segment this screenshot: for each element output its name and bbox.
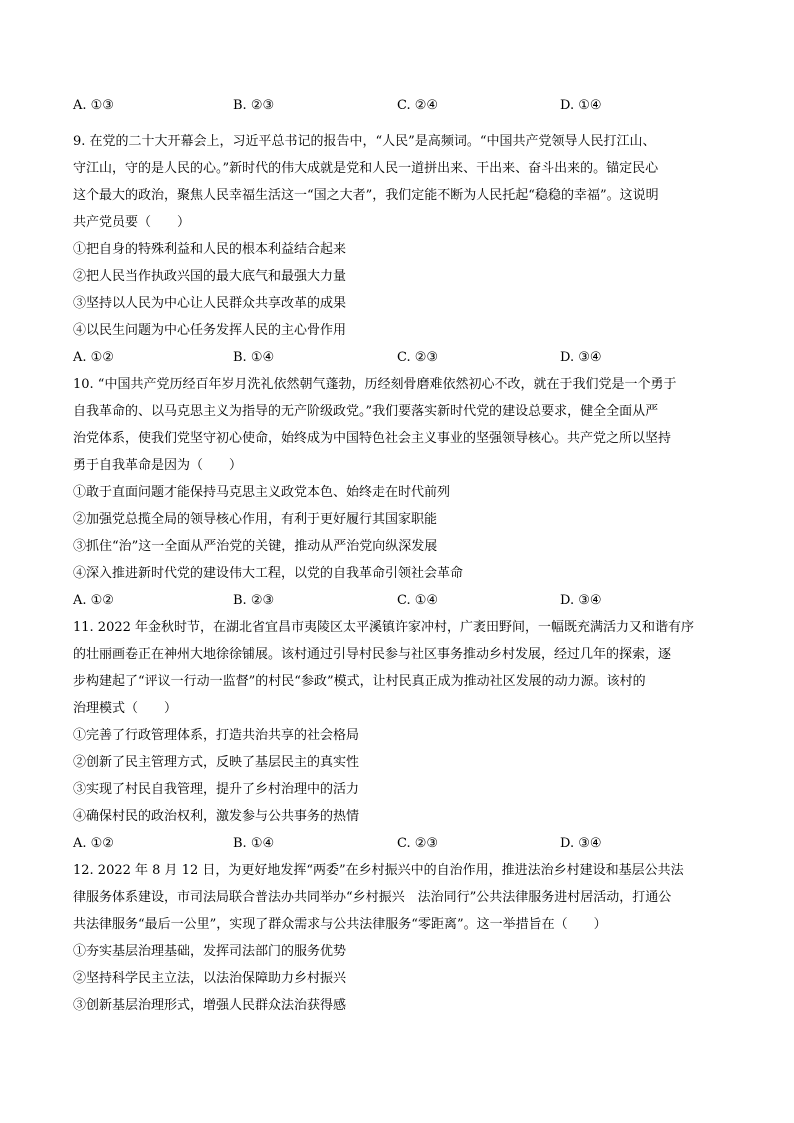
q9-options: [73, 344, 725, 371]
q9-stem-line: 9. 在党的二十大开幕会上，习近平总书记的报告中，“人民”是高频词。“中国共产党领导人民打江山、: [73, 134, 656, 149]
exam-page: [73, 92, 725, 1019]
question-11: [73, 614, 725, 857]
q10-options: [73, 587, 725, 614]
q10-statement-2: ②加强党总揽全局的领导核心作用，有利于更好履行其国家职能: [73, 512, 438, 527]
q10-option-b: B. ②③: [233, 593, 275, 608]
q10-stem-line: 治党体系，使我们党坚守初心使命，始终成为中国特色社会主义事业的坚强领导核心。共产党之所以坚持: [73, 431, 672, 446]
q10-statement-4: ④深入推进新时代党的建设伟大工程，以党的自我革命引领社会革命: [73, 566, 464, 581]
q9-option-a: A. ①②: [73, 350, 114, 365]
q11-statement-1: ①完善了行政管理体系，打造共治共享的社会格局: [73, 728, 360, 743]
q8-options: [73, 92, 725, 119]
q11-option-b: B. ①④: [233, 836, 275, 851]
q11-option-c: C. ②③: [397, 836, 439, 851]
q11-option-a: A. ①②: [73, 836, 114, 851]
q12-stem-line: 12. 2022 年 8 月 12 日，为更好地发挥“两委”在乡村振兴中的自治作用，推进法治乡村建设和基层公共法: [73, 863, 684, 878]
q12-stem-line: 律服务体系建设，市司法局联合普法办共同举办“乡村振兴 法治同行”公共法律服务进村居活动，打通公: [73, 890, 672, 905]
q9-statement-4: ④以民生问题为中心任务发挥人民的主心骨作用: [73, 323, 347, 338]
q9-option-c: C. ②③: [397, 350, 439, 365]
q11-stem-line: 步构建起了“评议一行动一监督”的村民“参政”模式，让村民真正成为推动社区发展的动力源。该村的: [73, 674, 646, 689]
q10-statement-1: ①敢于直面问题才能保持马克思主义政党本色、始终走在时代前列: [73, 485, 451, 500]
q12-stem-line: 共法律服务“最后一公里”，实现了群众需求与公共法律服务“零距离”。这一举措旨在（ ）: [73, 917, 607, 932]
q9-stem-line: 这个最大的政治，聚焦人民幸福生活这一“国之大者”，我们定能不断为人民托起“稳稳的幸福”。这说明: [73, 188, 659, 203]
q11-statement-4: ④确保村民的政治权利，激发参与公共事务的热情: [73, 809, 360, 824]
q11-stem-line: 治理模式（ ）: [73, 701, 178, 716]
q8-option-d: D. ①④: [560, 98, 602, 113]
q9-stem-line: 共产党员要（ ）: [73, 215, 191, 230]
q11-stem-line: 11. 2022 年金秋时节，在湖北省宜昌市夷陵区太平溪镇许家冲村，广袤田野间，一幅既充满活力又和谐有序: [73, 620, 695, 635]
q10-option-a: A. ①②: [73, 593, 114, 608]
question-12: [73, 857, 725, 1019]
q12-statement-2: ②坚持科学民主立法，以法治保障助力乡村振兴: [73, 971, 347, 986]
q9-statement-3: ③坚持以人民为中心让人民群众共享改革的成果: [73, 296, 347, 311]
q10-stem-line: 10. “中国共产党历经百年岁月洗礼依然朝气蓬勃，历经刻骨磨难依然初心不改，就在于我们党是一个勇于: [73, 377, 677, 392]
q11-options: [73, 830, 725, 857]
q8-option-a: A. ①③: [73, 98, 114, 113]
q10-stem-line: 勇于自我革命是因为（ ）: [73, 458, 243, 473]
q12-statement-3: ③创新基层治理形式，增强人民群众法治获得感: [73, 998, 347, 1013]
q11-option-d: D. ③④: [560, 836, 602, 851]
q11-stem-line: 的壮丽画卷正在神州大地徐徐铺展。该村通过引导村民参与社区事务推动乡村发展，经过几年的探索，逐: [73, 647, 672, 662]
q10-option-c: C. ①④: [397, 593, 439, 608]
question-10: [73, 371, 725, 614]
q10-option-d: D. ③④: [560, 593, 602, 608]
q9-statement-1: ①把自身的特殊利益和人民的根本利益结合起来: [73, 242, 347, 257]
q9-option-b: B. ①④: [233, 350, 275, 365]
q8-option-b: B. ②③: [233, 98, 275, 113]
q9-statement-2: ②把人民当作执政兴国的最大底气和最强大力量: [73, 269, 347, 284]
q9-option-d: D. ③④: [560, 350, 602, 365]
q10-statement-3: ③抓住“治”这一全面从严治党的关键，推动从严治党向纵深发展: [73, 539, 438, 554]
q11-statement-2: ②创新了民主管理方式，反映了基层民主的真实性: [73, 755, 360, 770]
q9-stem-line: 守江山，守的是人民的心。”新时代的伟大成就是党和人民一道拼出来、干出来、奋斗出来的。锚定民心: [73, 161, 659, 176]
question-9: [73, 128, 725, 371]
q10-stem-line: 自我革命的、以马克思主义为指导的无产阶级政党。”我们要落实新时代党的建设总要求，健全全面从严: [73, 404, 659, 419]
q12-statement-1: ①夯实基层治理基础，发挥司法部门的服务优势: [73, 944, 347, 959]
q11-statement-3: ③实现了村民自我管理，提升了乡村治理中的活力: [73, 782, 360, 797]
q8-option-c: C. ②④: [397, 98, 439, 113]
